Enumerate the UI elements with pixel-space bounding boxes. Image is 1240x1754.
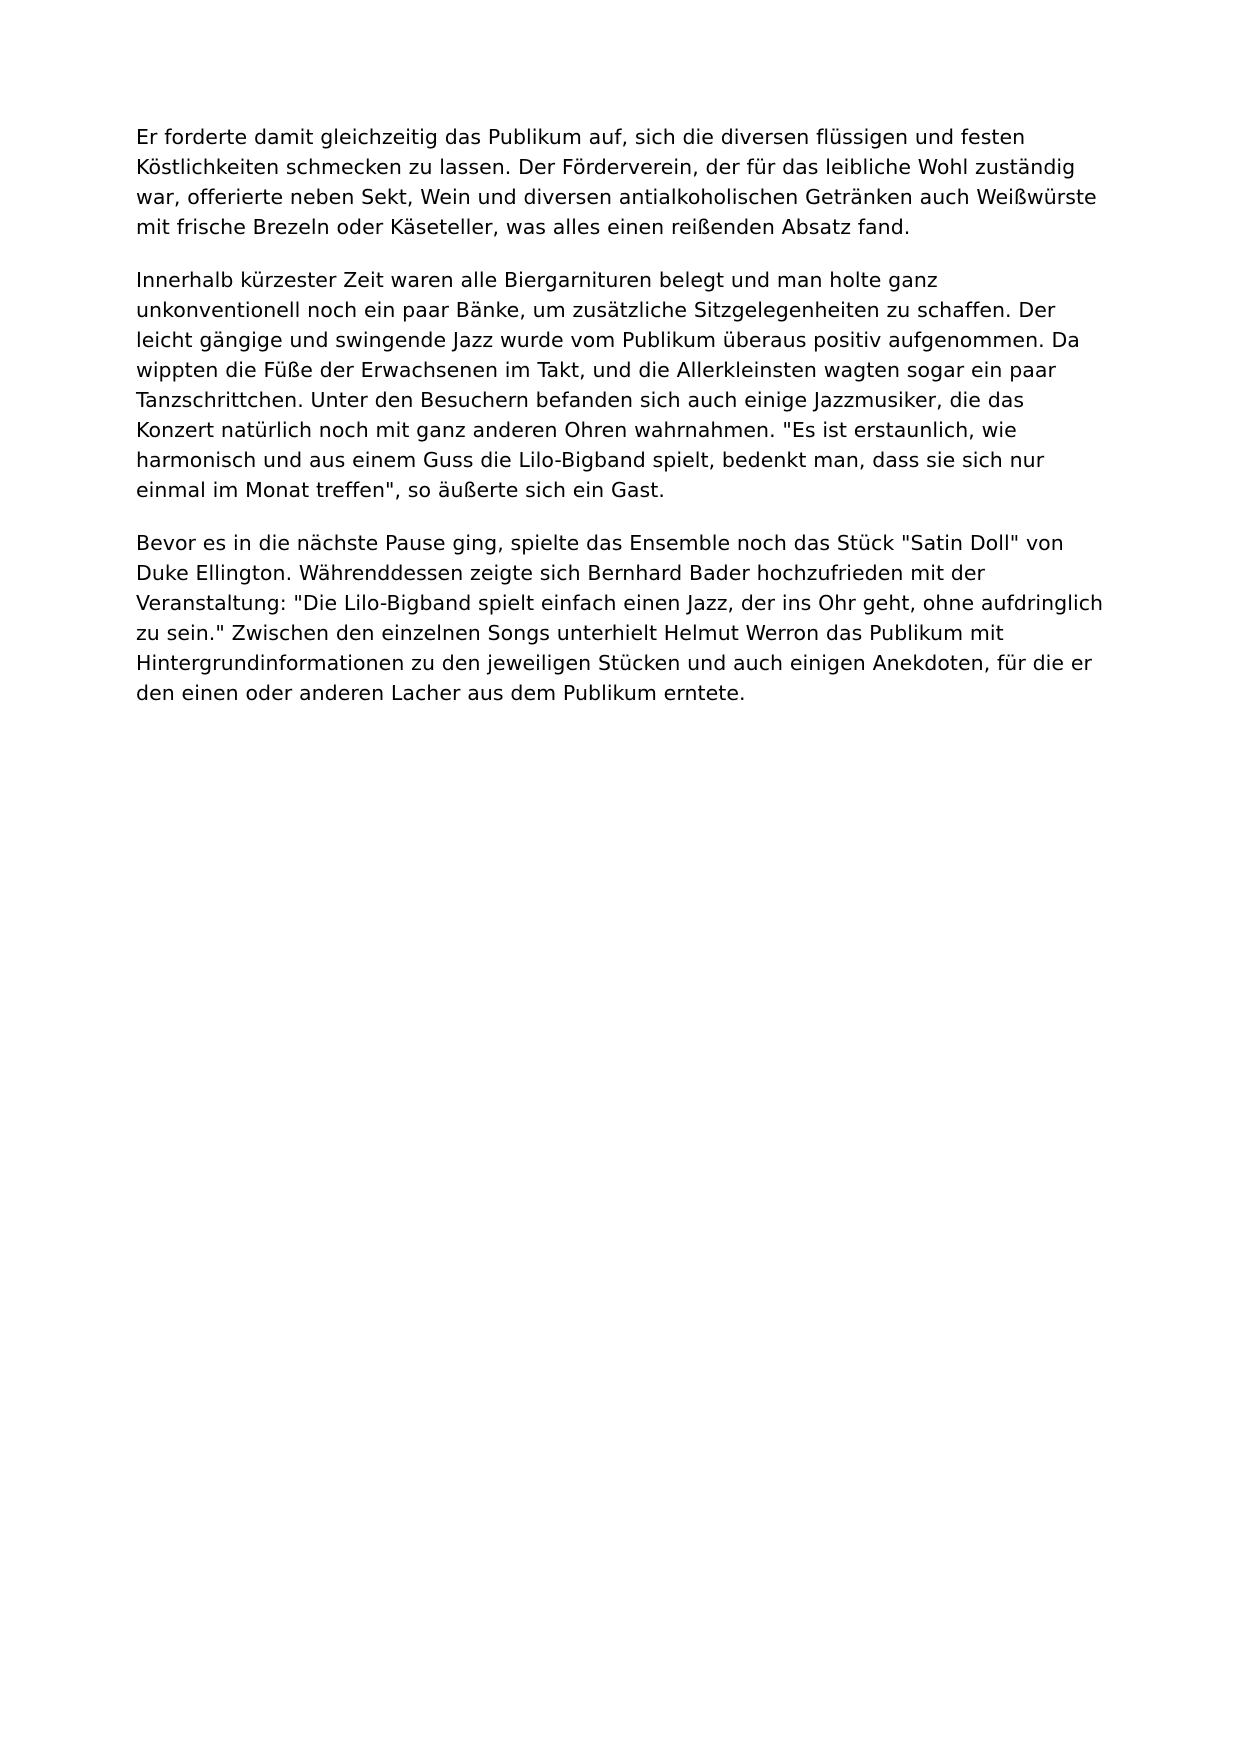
paragraph: Bevor es in die nächste Pause ging, spielte das Ensemble noch das Stück "Satin Doll" von Duke Ellington. Währenddessen zeigte sich Bernhard Bader hochzufrieden mit der Veranstaltung: "Die Lilo-Bigband spielt einfach einen Jazz, der ins Ohr geht, ohne aufdringlich zu sein." Zwischen den einzelnen Songs unterhielt Helmut Werron das Publikum mit Hintergrundinformationen zu den jeweiligen Stücken und auch einigen Anekdoten, für die er den einen oder anderen Lacher aus dem Publikum erntete. — [136, 530, 1104, 706]
paragraph: Innerhalb kürzester Zeit waren alle Biergarnituren belegt und man holte ganz unkonventionell noch ein paar Bänke, um zusätzliche Sitzgelegenheiten zu schaffen. Der leicht gängige und swingende Jazz wurde vom Publikum überaus positiv aufgenommen. Da wippten die Füße der Erwachsenen im Takt, und die Allerkleinsten wagten sogar ein paar Tanzschrittchen. Unter den Besuchern befanden sich auch einige Jazzmusiker, die das Konzert natürlich noch mit ganz anderen Ohren wahrnahmen. "Es ist erstaunlich, wie harmonisch und aus einem Guss die Lilo-Bigband spielt, bedenkt man, dass sie sich nur einmal im Monat treffen", so äußerte sich ein Gast. — [136, 267, 1080, 503]
document-text-body — [136, 122, 1108, 708]
paragraph: Er forderte damit gleichzeitig das Publikum auf, sich die diversen flüssigen und festen Köstlichkeiten schmecken zu lassen. Der Förderverein, der für das leibliche Wohl zuständig war, offerierte neben Sekt, Wein und diversen antialkoholischen Getränken auch Weißwürste mit frische Brezeln oder Käseteller, was alles einen reißenden Absatz fand. — [136, 125, 1097, 240]
